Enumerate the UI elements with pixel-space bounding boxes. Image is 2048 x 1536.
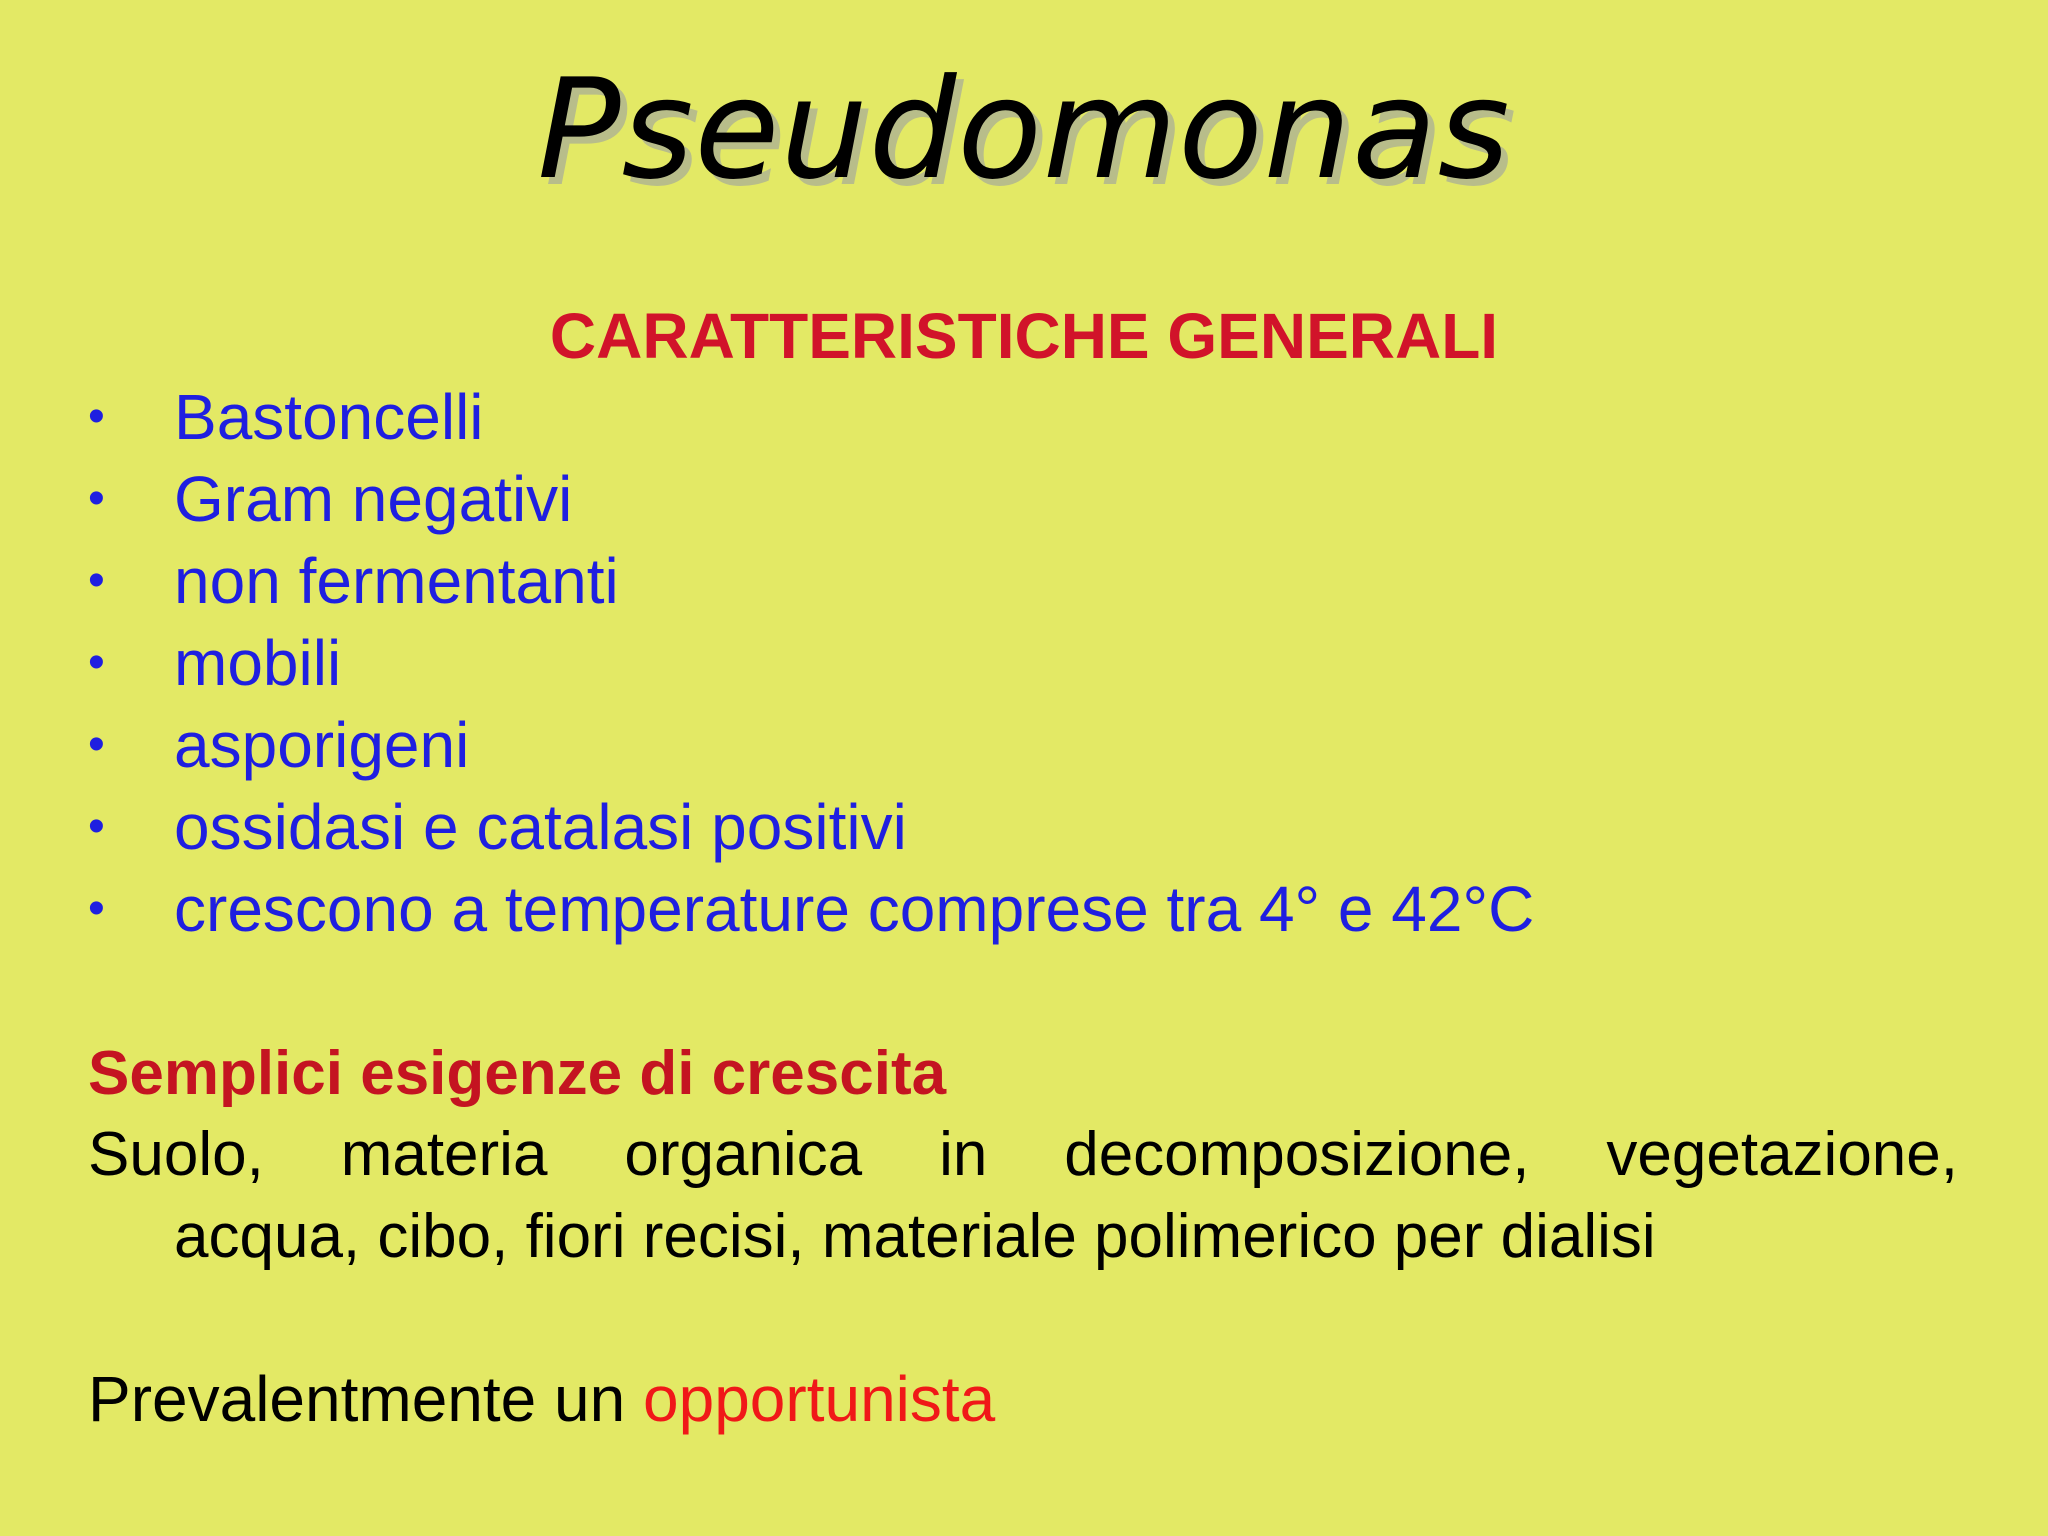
bullet-icon: • [88,718,105,771]
growth-heading: Semplici esigenze di crescita [88,1039,947,1108]
bullet-icon: • [88,882,105,935]
section-heading: CARATTERISTICHE GENERALI [549,300,1499,372]
prevalent-statement [88,1358,995,1440]
list-item-text: Bastoncelli [174,381,484,453]
habitat-line-2: acqua, cibo, fiori recisi, materiale polimerico per dialisi [174,1202,1656,1271]
list-item-text: ossidasi e catalasi positivi [174,791,907,863]
bullet-icon: • [88,472,105,525]
list-item-text: Gram negativi [174,463,573,535]
habitat-line-1: Suolo, materia organica in decomposizione, vegetazione, [88,1120,1958,1189]
bullet-icon: • [88,636,105,689]
habitat-paragraph [88,1114,1958,1278]
prevalent-prefix: Prevalentmente un [88,1363,643,1435]
list-item-text: crescono a temperature comprese tra 4° e 42°C [174,873,1535,945]
bullet-icon: • [88,390,105,443]
bullet-icon: • [88,554,105,607]
list-item-text: non fermentanti [174,545,619,617]
list-item-text: asporigeni [174,709,470,781]
list-item-text: mobili [174,627,342,699]
bullet-icon: • [88,800,105,853]
slide-title: Pseudomonas [537,49,1511,210]
prevalent-accent-word: opportunista [643,1363,996,1435]
